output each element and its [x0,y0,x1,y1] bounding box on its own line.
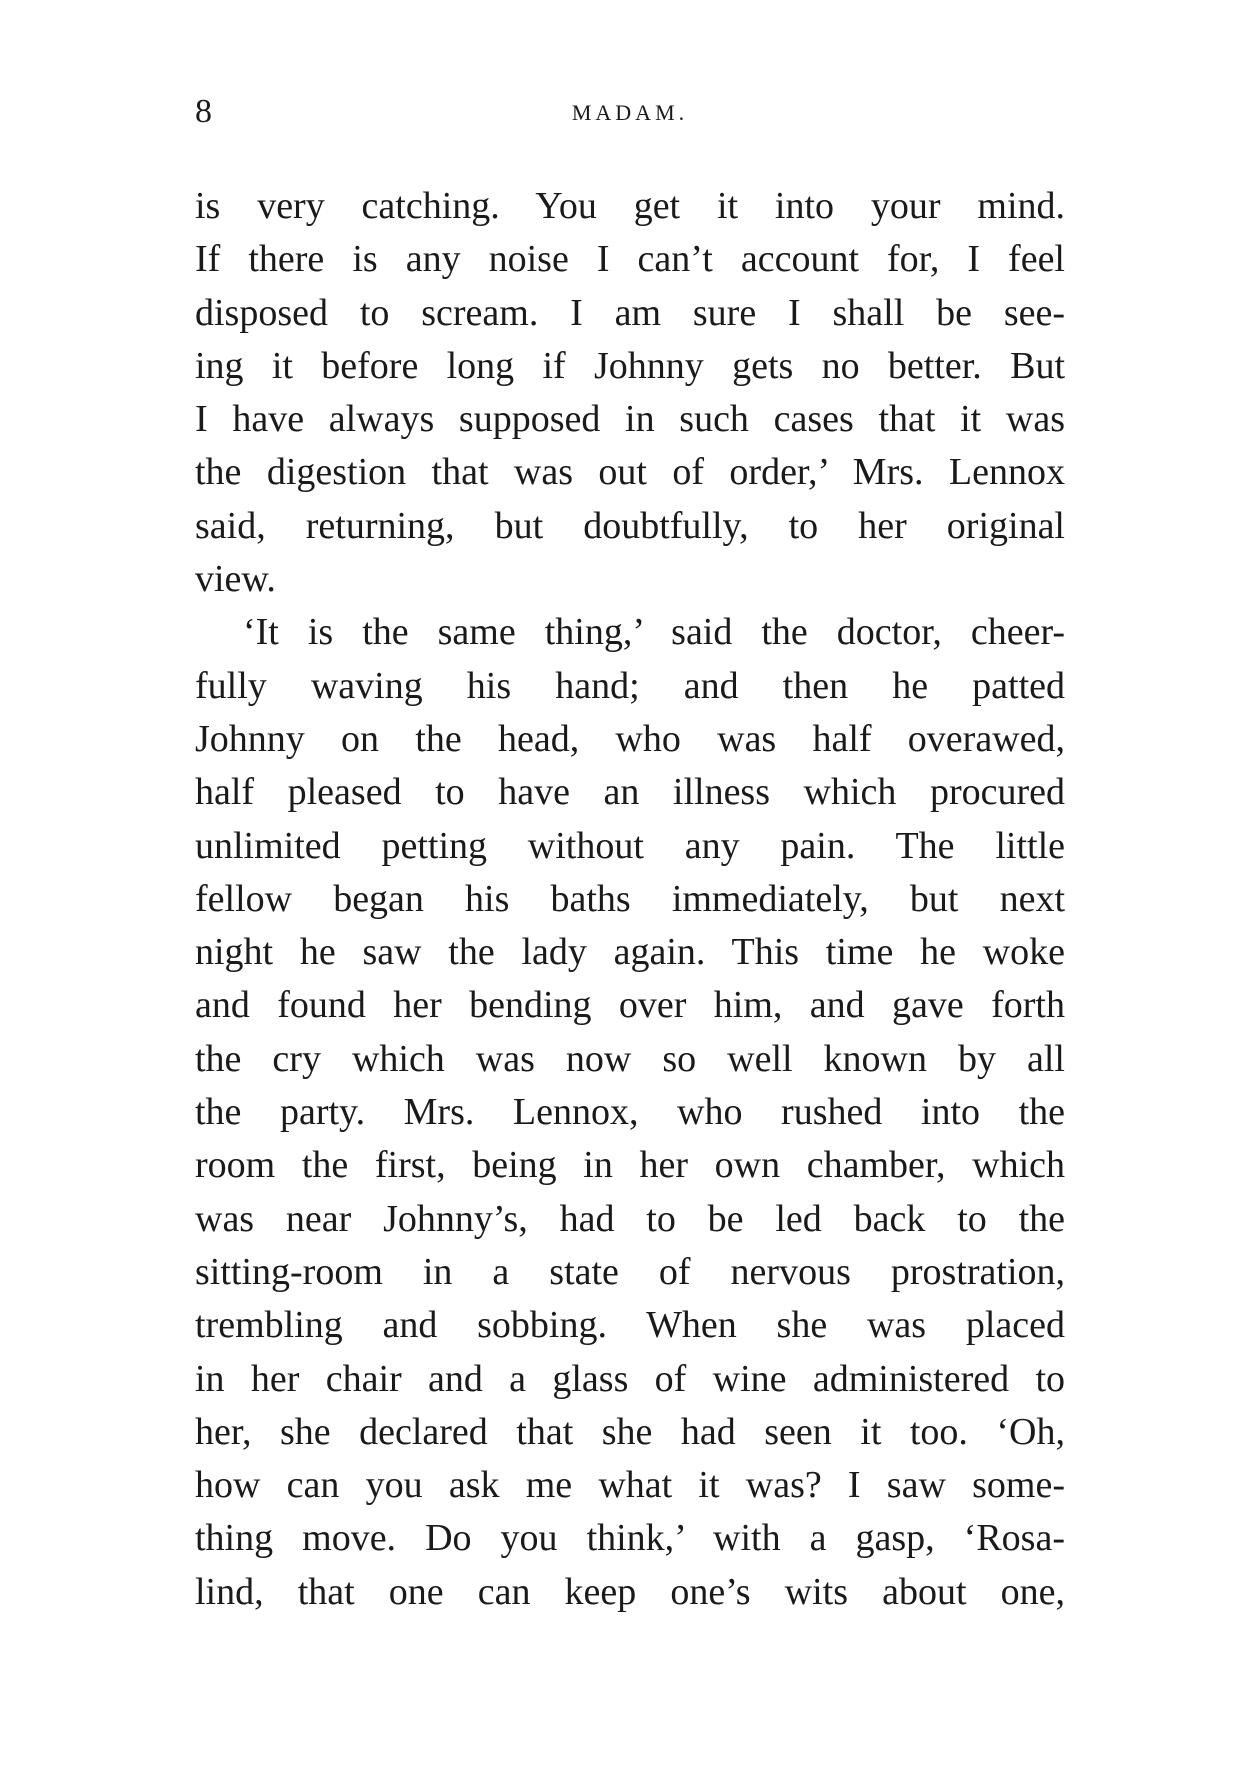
text-line: the cry which was now so well known by all [195,1037,1065,1080]
text-line: fellow began his baths immediately, but next [195,877,1065,920]
text-line: sitting-room in a state of nervous prostration, [195,1250,1065,1293]
paragraph [195,606,1065,1619]
paragraph [195,180,1065,606]
text-line: thing move. Do you think,’ with a gasp, ‘Rosa- [195,1517,1065,1560]
text-line: If there is any noise I can’t account for, I feel [195,238,1065,281]
running-title: MADAM. [571,100,689,125]
text-line: I have always supposed in such cases that it was [195,398,1065,441]
text-line: how can you ask me what it was? I saw some- [195,1464,1065,1507]
text-line: Johnny on the head, who was half overawed, [195,717,1065,760]
text-line: said, returning, but doubtfully, to her original [195,504,1065,547]
text-line: night he saw the lady again. This time he woke [195,931,1065,974]
text-line: her, she declared that she had seen it too. ‘Oh, [195,1410,1065,1453]
text-line: room the first, being in her own chamber, which [195,1144,1065,1187]
text-line: unlimited petting without any pain. The little [195,824,1065,867]
text-line: ‘It is the same thing,’ said the doctor, cheer- [243,611,1065,654]
text-line: lind, that one can keep one’s wits about one, [195,1570,1065,1613]
body-text [195,180,1065,1619]
text-line: disposed to scream. I am sure I shall be see- [195,291,1065,334]
text-line: was near Johnny’s, had to be led back to the [195,1197,1065,1240]
text-line: is very catching. You get it into your mind. [195,185,1065,227]
text-line: trembling and sobbing. When she was placed [195,1304,1065,1347]
text-line: half pleased to have an illness which procured [195,771,1065,814]
page-number: 8 [195,93,212,130]
text-line: fully waving his hand; and then he patted [195,664,1065,707]
text-line: and found her bending over him, and gave forth [195,984,1065,1027]
text-line: the party. Mrs. Lennox, who rushed into the [195,1091,1065,1134]
text-line: in her chair and a glass of wine administered to [195,1357,1065,1400]
text-line: ing it before long if Johnny gets no better. But [195,344,1065,387]
text-line: the digestion that was out of order,’ Mrs. Lennox [195,451,1065,494]
running-head [195,92,1065,142]
text-line: view. [195,558,276,601]
